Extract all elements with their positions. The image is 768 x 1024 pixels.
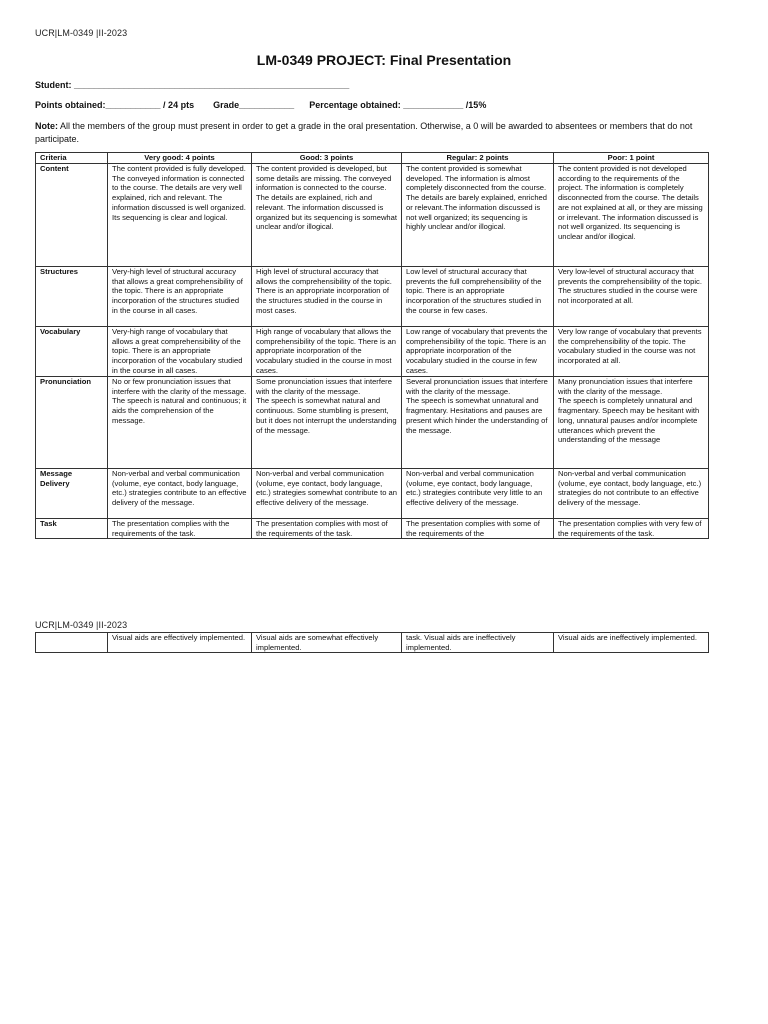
- rubric-cell: The content provided is not developed according to the requirements of the project. The information is completely disconnected from the course. The details are not explained at all, or they are missing or irrelevant. The information discussed is not well organized. Its sequencing is unclear and/or illogical.: [554, 164, 709, 267]
- rubric-cell: Some pronunciation issues that interfere with the clarity of the message. The speech is somewhat natural and continuous. Some stumbling is present, but it does not interrupt the understanding of the message.: [252, 377, 402, 469]
- rubric-cell: No or few pronunciation issues that interfere with the clarity of the message. The speech is natural and continuous; it aids the comprehension of the message.: [108, 377, 252, 469]
- header-poor: Poor: 1 point: [554, 153, 709, 164]
- criteria-cell: Task: [36, 519, 108, 539]
- criteria-cell: Structures: [36, 267, 108, 327]
- rubric-cell: Many pronunciation issues that interfere with the clarity of the message. The speech is completely unnatural and fragmentary. Speech may be hesitant with long, unnatural pauses and/or incomplete utterances which prevent the understanding of the message: [554, 377, 709, 469]
- student-field: Student: _______________________________________________________: [35, 80, 350, 90]
- rubric-continuation-table: [35, 632, 709, 653]
- table-row-vocabulary: [36, 327, 709, 377]
- rubric-cell: High range of vocabulary that allows the comprehensibility of the topic. There is an appropriate incorporation of the vocabulary studied in the course in most cases.: [252, 327, 402, 377]
- table-row-task: [36, 519, 709, 539]
- header-very-good: Very good: 4 points: [108, 153, 252, 164]
- rubric-cell: Visual aids are effectively implemented.: [108, 633, 252, 653]
- rubric-cell: The content provided is somewhat developed. The information is almost completely disconnected from the course. The details are barely explained, enriched or relevant.The information discussed is not well organized; its sequencing is highly unclear and/or illogical.: [402, 164, 554, 267]
- criteria-cell: [36, 633, 108, 653]
- note-label: Note:: [35, 121, 58, 131]
- document-title: LM-0349 PROJECT: Final Presentation: [256, 52, 512, 68]
- page-header: UCR|LM-0349 |II-2023: [35, 28, 128, 38]
- points-field: [35, 100, 486, 110]
- rubric-header-row: [36, 153, 709, 164]
- rubric-cell: The content provided is developed, but some details are missing. The conveyed information is connected to the course. The details are explained, rich and relevant. The information discussed is organized but its sequencing is somewhat unclear and/or illogical.: [252, 164, 402, 267]
- rubric-cell: Low level of structural accuracy that prevents the full comprehensibility of the topic. There is an appropriate incorporation of the structures studied in the course in few cases.: [402, 267, 554, 327]
- points-obtained: Points obtained:___________ / 24 pts: [35, 100, 195, 110]
- rubric-cell: The presentation complies with very few of the requirements of the task.: [554, 519, 709, 539]
- rubric-cell: The presentation complies with the requirements of the task.: [108, 519, 252, 539]
- rubric-cell: task. Visual aids are ineffectively implemented.: [402, 633, 554, 653]
- rubric-cell: High level of structural accuracy that allows the comprehensibility of the topic. There is an appropriate incorporation of the structures studied in the course in most cases.: [252, 267, 402, 327]
- header-criteria: Criteria: [36, 153, 108, 164]
- table-row-continuation: [36, 633, 709, 653]
- criteria-cell: Pronunciation: [36, 377, 108, 469]
- page-header-second: UCR|LM-0349 |II-2023: [35, 620, 128, 630]
- note: [35, 120, 735, 145]
- rubric-cell: Very-high range of vocabulary that allows a great comprehensibility of the topic. There is an appropriate incorporation of the vocabulary studied in the course in all cases.: [108, 327, 252, 377]
- criteria-cell: Message Delivery: [36, 469, 108, 519]
- criteria-cell: Content: [36, 164, 108, 267]
- rubric-cell: The presentation complies with most of the requirements of the task.: [252, 519, 402, 539]
- header-good: Good: 3 points: [252, 153, 402, 164]
- rubric-cell: Non-verbal and verbal communication (volume, eye contact, body language, etc.) strategies contribute very little to an effective delivery of the message.: [402, 469, 554, 519]
- rubric-cell: Very-high level of structural accuracy that allows a great comprehensibility of the topic. There is an appropriate incorporation of the structures studied in the course in all cases.: [108, 267, 252, 327]
- rubric-cell: Very low-level of structural accuracy that prevents the comprehensibility of the topic. The structures studied in the course were not incorporated at all.: [554, 267, 709, 327]
- rubric-cell: Low range of vocabulary that prevents the comprehensibility of the topic. There is an appropriate incorporation of the vocabulary studied in the course in few cases.: [402, 327, 554, 377]
- rubric-cell: Very low range of vocabulary that prevents the comprehensibility of the topic. The vocabulary studied in the course was not incorporated at all.: [554, 327, 709, 377]
- rubric-table: [35, 152, 709, 539]
- rubric-cell: Visual aids are ineffectively implemented.: [554, 633, 709, 653]
- rubric-cell: Several pronunciation issues that interfere with the clarity of the message. The speech is somewhat unnatural and fragmentary. Hesitations and pauses are present which hinder the understanding of the message.: [402, 377, 554, 469]
- grade-field: Grade___________: [213, 100, 295, 110]
- rubric-cell: The presentation complies with some of the requirements of the: [402, 519, 554, 539]
- rubric-cell: Non-verbal and verbal communication (volume, eye contact, body language, etc.) strategies somewhat contribute to an effective delivery of the message.: [252, 469, 402, 519]
- note-text: All the members of the group must present in order to get a grade in the oral presentation. Otherwise, a 0 will be awarded to absentees or members that do not participate.: [35, 121, 693, 144]
- criteria-cell: Vocabulary: [36, 327, 108, 377]
- rubric-cell: Visual aids are somewhat effectively implemented.: [252, 633, 402, 653]
- rubric-cell: The content provided is fully developed. The conveyed information is connected to the course. The details are very well explained, rich and relevant. The information discussed is well organized. Its sequencing is clear and logical.: [108, 164, 252, 267]
- table-row-message-delivery: [36, 469, 709, 519]
- header-regular: Regular: 2 points: [402, 153, 554, 164]
- table-row-pronunciation: [36, 377, 709, 469]
- rubric-cell: Non-verbal and verbal communication (volume, eye contact, body language, etc.) strategies do not contribute to an effective delivery of the message.: [554, 469, 709, 519]
- table-row-structures: [36, 267, 709, 327]
- percentage-field: Percentage obtained: ____________ /15%: [309, 100, 487, 110]
- table-row-content: [36, 164, 709, 267]
- rubric-cell: Non-verbal and verbal communication (volume, eye contact, body language, etc.) strategies contribute to an effective delivery of the message.: [108, 469, 252, 519]
